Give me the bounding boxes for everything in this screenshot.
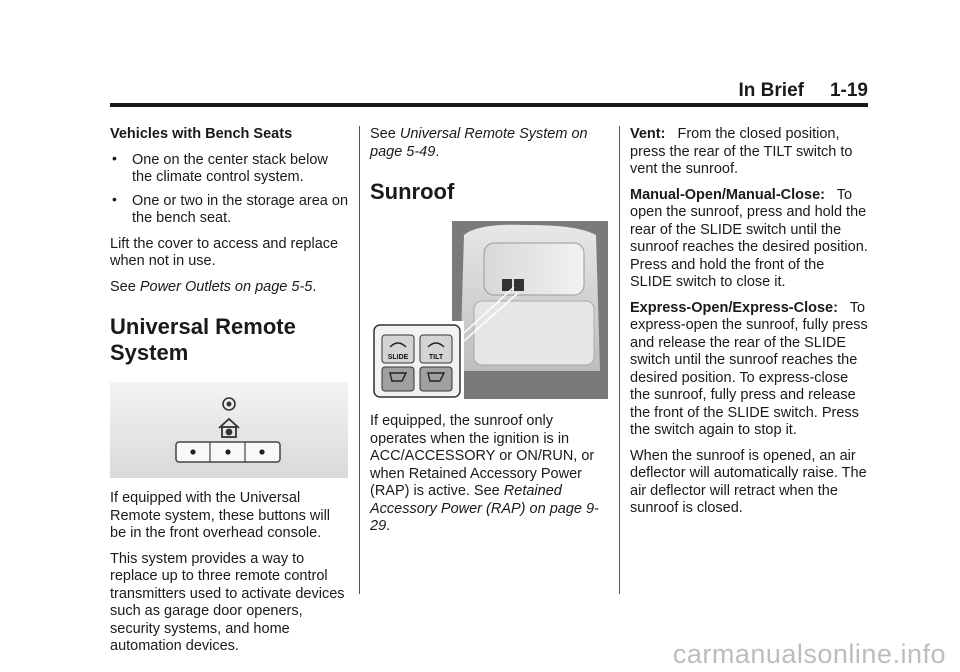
column-divider — [359, 126, 360, 594]
manual-paragraph — [630, 187, 870, 292]
column-2 — [370, 126, 610, 544]
see-prefix: See — [110, 278, 136, 295]
deflector-paragraph: When the sunroof is opened, an air deflector will automatically raise. The air deflector will retract when the sunroof is closed. — [630, 447, 867, 516]
see-suffix: . — [435, 143, 440, 160]
remote-button-2 — [225, 449, 230, 454]
vent-label: Vent: — [630, 126, 666, 142]
page-header — [739, 80, 868, 102]
sunroof-text-suffix: . — [386, 518, 391, 534]
sunroof-text: If equipped, the sunroof only operates when the ignition is in ACC/ACCESSORY or ON/RUN, or when Retained Accessory Power (RAP) is active. See — [370, 413, 595, 499]
header-page-number: 1-19 — [829, 80, 868, 101]
express-label: Express-Open/Express-Close: — [630, 299, 838, 316]
cross-reference-link[interactable]: Retained Accessory Power (RAP) on page 9-29 — [370, 483, 599, 534]
universal-remote-figure — [110, 382, 348, 478]
manual-label: Manual-Open/Manual-Close: — [630, 186, 825, 203]
sunroof-paragraph — [370, 413, 610, 536]
see-reference — [110, 279, 350, 297]
vent-text: From the closed position, press the rear of the TILT switch to vent the sunroof. — [630, 126, 853, 177]
tilt-switch — [420, 335, 452, 391]
cross-reference-link[interactable]: Universal Remote System on page 5-49 — [370, 126, 588, 160]
see-suffix: . — [312, 278, 317, 295]
express-text: To express-open the sunroof, fully press and release the rear of the SLIDE switch until the sunroof reaches the desired position. To express-close the sunroof, fully press and release the front of the SLIDE switch. Press the switch again to stop it. — [630, 299, 868, 438]
paragraph: This system provides a way to replace up to three remote control transmitters used to activate devices such as garage door openers, security systems, and home automation devices. — [110, 550, 345, 654]
remote-button-1 — [190, 449, 195, 454]
express-paragraph — [630, 300, 870, 440]
remote-button-3 — [259, 449, 264, 454]
section-title-sunroof: Sunroof — [370, 179, 455, 204]
slide-switch — [382, 335, 414, 391]
bullet-item: • One on the center stack below the climate control system. — [110, 152, 350, 187]
header-rule — [110, 103, 868, 107]
subheading-bench-seats: Vehicles with Bench Seats — [110, 126, 293, 142]
paragraph: If equipped with the Universal Remote system, these buttons will be in the front overhead console. — [110, 490, 331, 541]
manual-text: To open the sunroof, press and hold the rear of the SLIDE switch until the sunroof reaches the desired position. Press and hold the front of the SLIDE switch to close it. — [630, 186, 868, 290]
watermark: carmanualsonline.info — [672, 639, 946, 669]
cross-reference-link[interactable]: Power Outlets on page 5-5 — [139, 278, 313, 295]
header-section-title: In Brief — [738, 80, 804, 101]
bullet-item: • One or two in the storage area on the bench seat. — [110, 193, 350, 228]
column-divider — [619, 126, 620, 594]
see-reference — [370, 126, 610, 161]
tilt-switch-label: TILT — [428, 354, 444, 361]
section-title-universal-remote: Universal Remote System — [110, 314, 296, 365]
bullet-list — [110, 152, 350, 228]
sunroof-figure — [368, 221, 608, 399]
vent-paragraph — [630, 126, 870, 179]
paragraph: Lift the cover to access and replace when not in use. — [110, 235, 339, 269]
column-1 — [110, 126, 350, 664]
sunroof-switch-illustration — [368, 221, 608, 399]
slide-switch-label: SLIDE — [387, 354, 409, 361]
universal-remote-illustration — [110, 382, 348, 478]
home-icon — [219, 419, 239, 437]
see-prefix: See — [370, 126, 396, 142]
column-3 — [630, 126, 870, 526]
